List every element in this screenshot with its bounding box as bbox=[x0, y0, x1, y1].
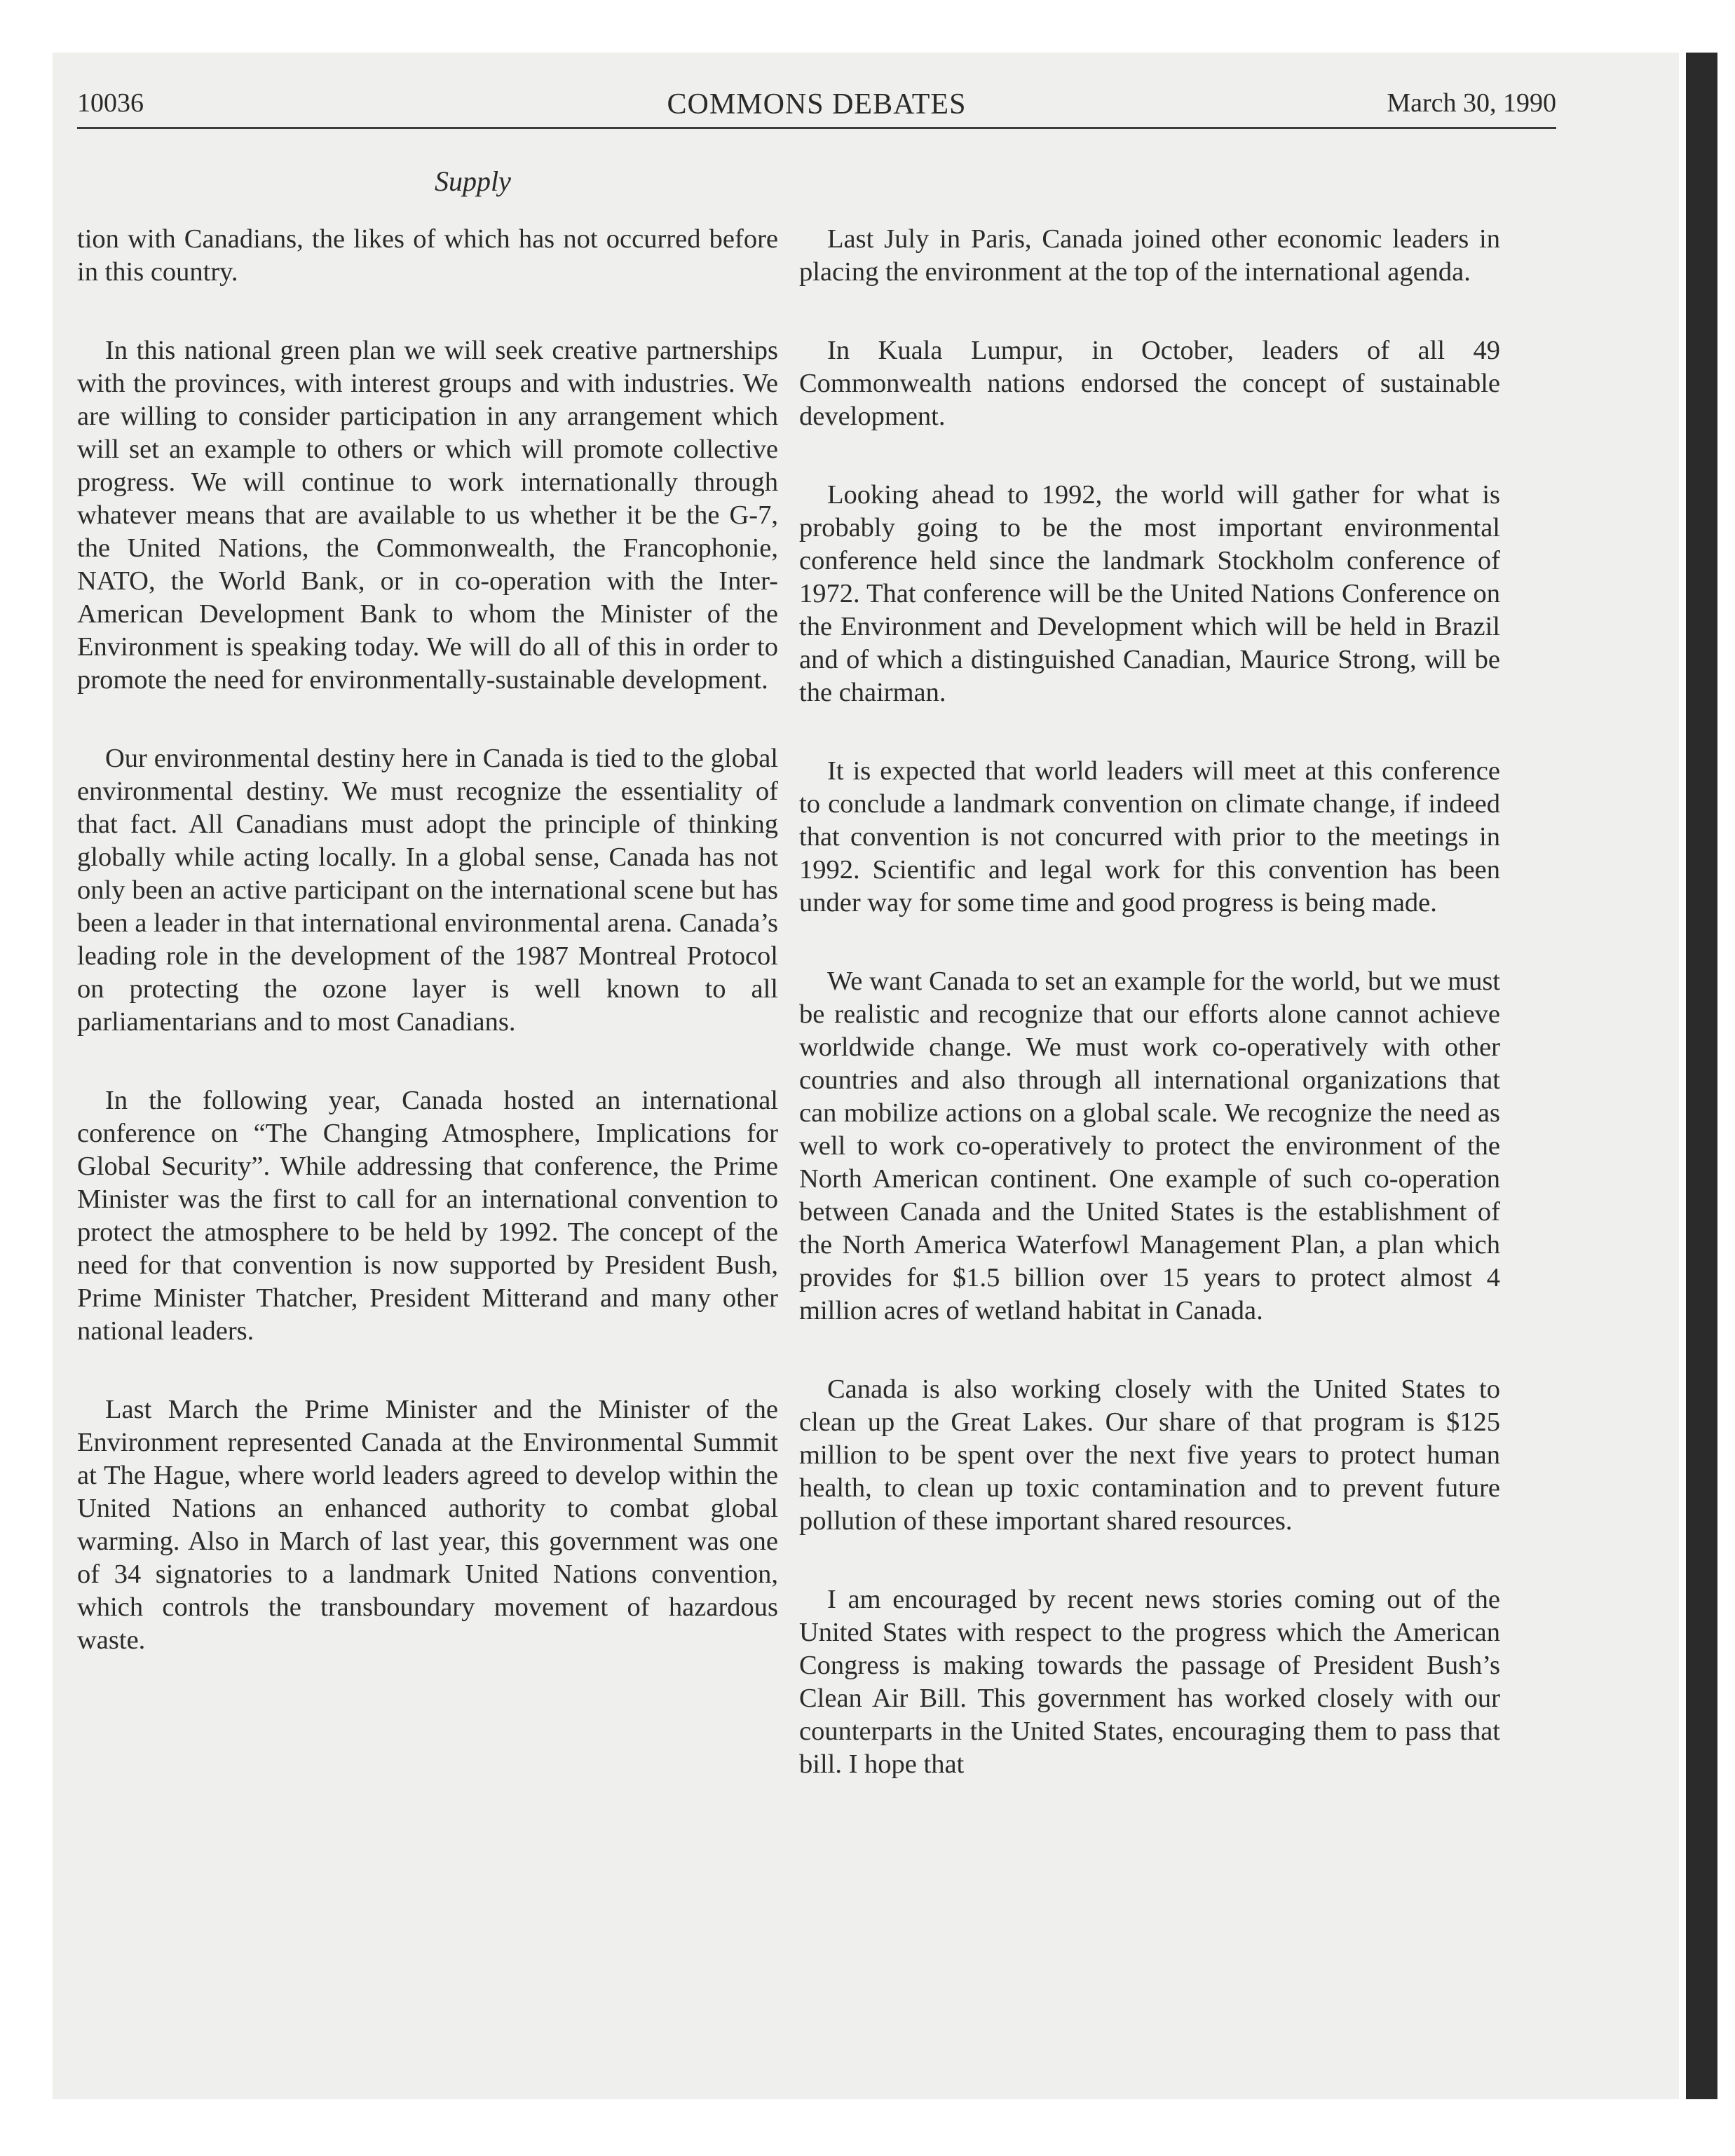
paragraph: Last March the Prime Minister and the Minister of the Environment represented Canada at the Environmental Summit at The Hague, where world leaders agreed to develop within the United Nations an enhanced authority to combat global warming. Also in March of last year, this government was one of 34 signatories to a landmark United Nations convention, which controls the transboundary movement of hazardous waste. bbox=[77, 1395, 778, 1655]
left-column bbox=[77, 223, 778, 1703]
paragraph: In the following year, Canada hosted an international conference on “The Changing Atmosphere, Implications for Global Security”. While addressing that conference, the Prime Minister was the first to call for an international convention to protect the atmosphere to be held by 1992. The concept of the need for that convention is now supported by President Bush, Prime Minister Thatcher, President Mitterand and many other national leaders. bbox=[77, 1086, 778, 1346]
paragraph: I am encouraged by recent news stories coming out of the United States with respect to the progress which the American Congress is making towards the passage of President Bush’s Clean Air Bill. This government has worked closely with our counterparts in the United States, encouraging them to pass that bill. I hope that bbox=[799, 1585, 1500, 1779]
page-number: 10036 bbox=[77, 88, 144, 118]
right-column bbox=[799, 223, 1500, 1827]
section-label: Supply bbox=[435, 165, 511, 197]
paragraph: tion with Canadians, the likes of which has not occurred before in this country. bbox=[77, 224, 778, 287]
paragraph: In this national green plan we will seek creative partnerships with the provinces, with interest groups and with industries. We are willing to consider participation in any arrangement which will set an example to others or which will promote collective progress. We will continue to work internationally through whatever means that are available to us whether it be the G-7, the United Nations, the Commonwealth, the Francophonie, NATO, the World Bank, or in co-operation with the Inter-American Development Bank to whom the Minister of the Environment is speaking today. We will do all of this in order to promote the need for environmentally-sustainable development. bbox=[77, 336, 778, 695]
paragraph: Our environmental destiny here in Canada is tied to the global environmental destiny. We must recognize the essentiality of that fact. All Canadians must adopt the principle of thinking globally while acting locally. In a global sense, Canada has not only been an active participant on the international scene but has been a leader in that international environmental arena. Canada’s leading role in the development of the 1987 Montreal Protocol on protecting the ozone layer is well known to all parliamentarians and to most Canadians. bbox=[77, 744, 778, 1037]
page-header bbox=[77, 88, 1556, 129]
paragraph: Last July in Paris, Canada joined other economic leaders in placing the environment at the top of the international agenda. bbox=[799, 224, 1500, 287]
page-date: March 30, 1990 bbox=[1387, 88, 1556, 118]
paragraph: Looking ahead to 1992, the world will gather for what is probably going to be the most important environmental conference held since the landmark Stockholm conference of 1972. That conference will be the United Nations Conference on the Environment and Development which will be held in Brazil and of which a distinguished Canadian, Maurice Strong, will be the chairman. bbox=[799, 480, 1500, 707]
journal-title: COMMONS DEBATES bbox=[667, 88, 967, 121]
scan-edge-bar bbox=[1686, 53, 1717, 2099]
paragraph: We want Canada to set an example for the world, but we must be realistic and recognize that our efforts alone cannot achieve worldwide change. We must work co-operatively with other countries and also through all international organizations that can mobilize actions on a global scale. We recognize the need as well to work co-operatively to protect the environment of the North American continent. One example of such co-operation between Canada and the United States is the establishment of the North America Waterfowl Management Plan, a plan which provides for $1.5 billion over 15 years to protect almost 4 million acres of wetland habitat in Canada. bbox=[799, 967, 1500, 1325]
paragraph: It is expected that world leaders will meet at this conference to conclude a landmark convention on climate change, if indeed that convention is not concurred with prior to the meetings in 1992. Scientific and legal work for this convention has been under way for some time and good progress is being made. bbox=[799, 756, 1500, 917]
paragraph: Canada is also working closely with the United States to clean up the Great Lakes. Our share of that program is $125 million to be spent over the next five years to protect human health, to clean up toxic contamination and to prevent future pollution of these important shared resources. bbox=[799, 1374, 1500, 1536]
paragraph: In Kuala Lumpur, in October, leaders of all 49 Commonwealth nations endorsed the concept of sustainable development. bbox=[799, 336, 1500, 431]
